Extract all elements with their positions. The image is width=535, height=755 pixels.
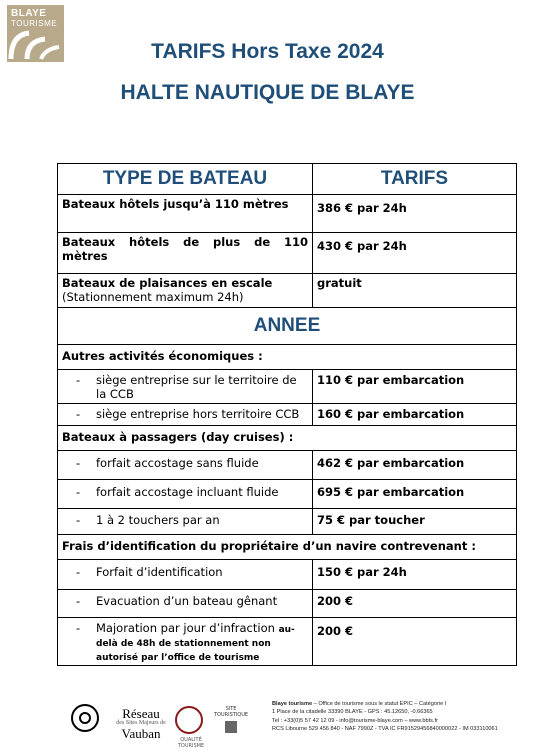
table-row <box>58 451 517 480</box>
table-row <box>58 233 517 274</box>
section-title: Autres activités économiques : <box>58 345 517 370</box>
row-label: Bateaux de plaisances en escale <box>62 276 273 290</box>
item-dash: - <box>76 373 81 387</box>
site-touristique-logo <box>211 706 251 732</box>
annee-row <box>58 308 517 345</box>
section-row <box>58 426 517 451</box>
table-row <box>58 509 517 535</box>
table-row <box>58 274 517 308</box>
row-label: Bateaux hôtels jusqu’à 110 mètres <box>58 195 313 233</box>
logo-line1: BLAYE <box>11 8 47 19</box>
item-cell <box>58 404 313 426</box>
section-row <box>58 345 517 370</box>
logo-line2: TOURISME <box>11 19 58 28</box>
row-price: gratuit <box>313 274 517 308</box>
item-label: forfait accostage incluant fluide <box>96 485 279 499</box>
tarifs-table <box>57 163 517 666</box>
item-cell <box>58 509 313 535</box>
item-dash: - <box>76 594 81 608</box>
addr-line3[interactable]: Tel : +33(0)5 57 42 12 09 - info@tourisme-blaye.com – www.bbts.fr <box>272 717 438 724</box>
item-dash: - <box>76 485 81 499</box>
item-cell <box>58 370 313 404</box>
item-dash: - <box>76 407 81 421</box>
table-row <box>58 404 517 426</box>
page-subtitle: HALTE NAUTIQUE DE BLAYE <box>120 81 415 104</box>
header-tarifs: TARIFS <box>313 164 517 195</box>
annee-heading: ANNEE <box>58 308 517 345</box>
item-label: siège entreprise sur le territoire de la CCB <box>96 373 297 401</box>
addr-line1: – Office de tourisme sous le statut EPIC – Catégorie I <box>312 701 447 707</box>
item-label: Majoration par jour d’infraction <box>96 621 275 635</box>
item-price: 110 € par embarcation <box>313 370 517 404</box>
table-row <box>58 370 517 404</box>
section-title: Bateaux à passagers (day cruises) : <box>58 426 517 451</box>
item-label: Evacuation d’un bateau gênant <box>96 594 278 608</box>
item-price: 200 € <box>313 618 517 666</box>
table-row <box>58 590 517 618</box>
item-dash: - <box>76 565 81 579</box>
item-dash: - <box>76 513 81 527</box>
logo2-small: des Sites Majeurs de <box>116 720 166 726</box>
item-price: 695 € par embarcation <box>313 480 517 509</box>
reseau-vauban-logo <box>115 707 167 740</box>
item-dash: - <box>76 621 81 635</box>
table-row <box>58 480 517 509</box>
footer-address <box>272 700 532 734</box>
row-price: 430 € par 24h <box>313 233 517 274</box>
qualite-tourisme-logo-icon <box>175 706 205 749</box>
addr-line2: 1 Place de la citadelle 33390 BLAYE - GPS : 45.12650, -0.66365 <box>272 709 433 716</box>
item-cell <box>58 480 313 509</box>
logo2-text: Réseau <box>122 706 160 721</box>
table-row <box>58 560 517 590</box>
item-label: Forfait d’identification <box>96 565 223 579</box>
item-cell <box>58 590 313 618</box>
heritage-logo-icon <box>71 704 99 732</box>
item-price: 200 € <box>313 590 517 618</box>
item-price: 462 € par embarcation <box>313 451 517 480</box>
item-dash: - <box>76 456 81 470</box>
item-price: 75 € par toucher <box>313 509 517 535</box>
page-title: TARIFS Hors Taxe 2024 <box>151 40 384 63</box>
logo4-text: SITE TOURISTIQUE <box>213 706 249 718</box>
section-title: Frais d’identification du propriétaire d’un navire contrevenant : <box>58 535 517 560</box>
row-label: Bateaux hôtels de plus de 110 mètres <box>58 233 313 274</box>
item-cell <box>58 560 313 590</box>
section-row <box>58 535 517 560</box>
addr-line4: RCS Libourne 529 456 840 - NAF 7990Z - TVA IC FR91529456840000022 - IM 033110061 <box>272 726 498 733</box>
addr-bold: Blaye tourisme <box>272 701 313 707</box>
row-label-cell <box>58 274 313 308</box>
item-label: siège entreprise hors territoire CCB <box>96 407 300 421</box>
table-header-row <box>58 164 517 195</box>
item-label: forfait accostage sans fluide <box>96 456 259 470</box>
logo2-text-b: Vauban <box>121 726 161 741</box>
item-price: 150 € par 24h <box>313 560 517 590</box>
table-row <box>58 618 517 666</box>
row-price: 386 € par 24h <box>313 195 517 233</box>
table-row <box>58 195 517 233</box>
item-cell <box>58 451 313 480</box>
item-label: 1 à 2 touchers par an <box>96 513 220 527</box>
item-cell <box>58 618 313 666</box>
item-label-small: au-delà de 48h de stationnement non autorisé par l’office de tourisme <box>96 625 295 663</box>
item-price: 160 € par embarcation <box>313 404 517 426</box>
header-type: TYPE DE BATEAU <box>58 164 313 195</box>
row-note: (Stationnement maximum 24h) <box>62 290 244 304</box>
logo3-text: QUALITÉ TOURISME <box>177 737 205 749</box>
